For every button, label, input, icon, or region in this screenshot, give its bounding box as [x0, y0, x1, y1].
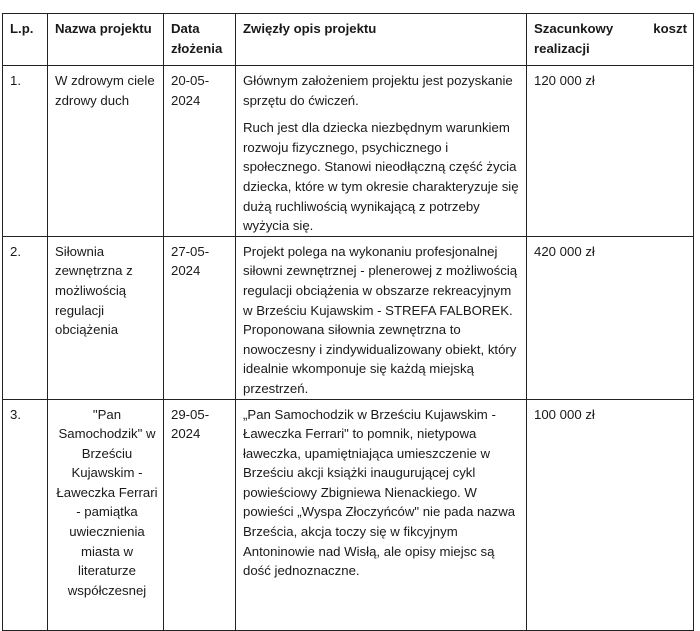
cell-desc	[236, 66, 527, 237]
desc-paragraph: Projekt polega na wykonaniu profesjonalnej siłowni zewnętrznej - plenerowej z możliwością regulacji obciążenia w obszarze rekreacyjnym w Brześciu Kujawskim - STREFA FALBOREK. Proponowana siłownia zewnętrzna to nowoczesny i zindywidualizowany obiekt, który idealnie wkomponuje się każdą miejską przestrzeń.	[243, 243, 518, 396]
desc-paragraph: Głównym założeniem projektu jest pozyskanie sprzętu do ćwiczeń.	[243, 73, 513, 108]
header-cost-word2: koszt	[653, 21, 687, 36]
header-date-line1: Data	[171, 21, 200, 36]
cell-cost: 120 000 zł	[527, 66, 694, 237]
desc-paragraph: Ruch jest dla dziecka niezbędnym warunkiem rozwoju fizycznego, psychicznego i społecznego. Stanowi nieodłączną część życia dziecka, które w tym okresie charakteryzuje się dużą ruchliwością wynikającą z potrzeby wyżycia się.	[243, 120, 519, 234]
projects-table	[2, 13, 694, 631]
header-cost	[527, 14, 694, 66]
header-date	[164, 14, 236, 66]
table-header-row	[3, 14, 694, 66]
table-row	[3, 399, 694, 630]
cell-name: "Pan Samochodzik" w Brześciu Kujawskim - Ławeczka Ferrari - pamiątka uwiecznienia miasta w literaturze współczesnej	[48, 399, 164, 630]
cell-desc	[236, 399, 527, 630]
header-cost-line1	[534, 19, 687, 39]
cell-desc	[236, 236, 527, 399]
header-lp: L.p.	[3, 14, 48, 66]
header-name: Nazwa projektu	[48, 14, 164, 66]
cell-date: 27-05-2024	[164, 236, 236, 399]
cell-date: 20-05-2024	[164, 66, 236, 237]
header-cost-line2: realizacji	[534, 40, 590, 56]
cell-name: W zdrowym ciele zdrowy duch	[48, 66, 164, 237]
header-date-line2: złożenia	[171, 40, 223, 56]
cell-lp: 1.	[3, 66, 48, 237]
table-row	[3, 66, 694, 237]
desc-paragraph: „Pan Samochodzik w Brześciu Kujawskim - Ławeczka Ferrari" to pomnik, nietypowa ławeczka, upamiętniająca umieszczenie w Brześciu akcji książki inaugurującej cykl powieściowy Zbigniewa Nienackiego. W powieści „Wyspa Złoczyńców" nie pada nazwa Brześcia, akcja toczy się w fikcyjnym Antoninowie nad Wisłą, ale opisy miejsc są dość jednoznaczne.	[243, 406, 516, 579]
table-row	[3, 236, 694, 399]
cell-cost: 420 000 zł	[527, 236, 694, 399]
cell-lp: 3.	[3, 399, 48, 630]
cell-name: Siłownia zewnętrzna z możliwością regulacji obciążenia	[48, 236, 164, 399]
header-desc: Zwięzły opis projektu	[236, 14, 527, 66]
cell-date: 29-05-2024	[164, 399, 236, 630]
cell-lp: 2.	[3, 236, 48, 399]
header-cost-word1: Szacunkowy	[534, 21, 614, 36]
cell-cost: 100 000 zł	[527, 399, 694, 630]
